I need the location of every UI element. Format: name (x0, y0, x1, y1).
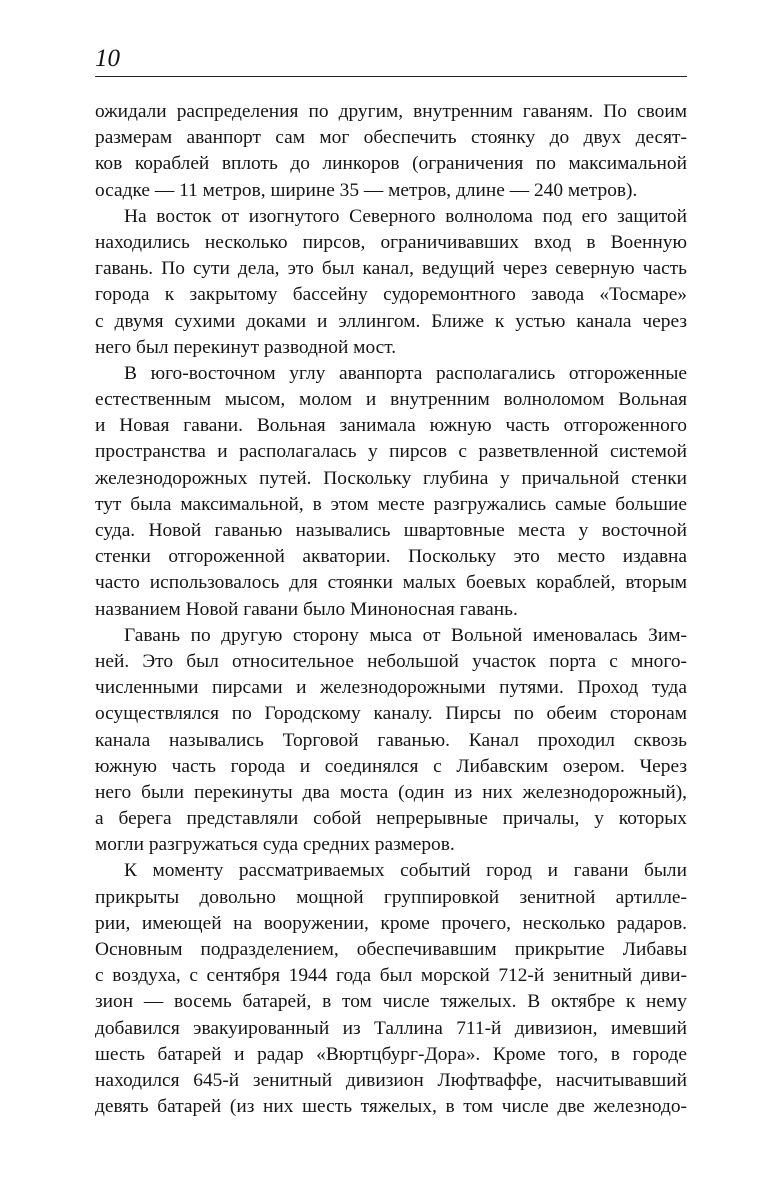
text-line: него были перекинуты два моста (один из них железнодорожный), (95, 781, 687, 803)
text-line: добавился эвакуированный из Таллина 711-й дивизион, имевший (95, 1017, 687, 1039)
body-text (95, 99, 687, 1120)
page-number: 10 (95, 45, 120, 72)
text-line: названием Новой гавани было Миноносная гавань. (95, 598, 518, 620)
text-line: суда. Новой гаванью назывались швартовные места у восточной (95, 520, 687, 541)
text-line: могли разгружаться суда средних размеров. (95, 834, 455, 856)
text-line: В юго-восточном углу аванпорта располагались отгороженные (124, 362, 687, 384)
text-line: а берега представляли собой непрерывные причалы, у которых (95, 808, 687, 830)
text-line: канала назывались Торговой гаванью. Канал проходил сквозь (95, 729, 687, 751)
header-rule (95, 76, 687, 77)
text-line: К моменту рассматриваемых событий город и гавани были (124, 860, 687, 882)
text-line: железнодорожных путей. Поскольку глубина у причальной стенки (95, 467, 687, 489)
text-line: зион — восемь батарей, в том числе тяжелых. В октябре к нему (95, 991, 687, 1013)
text-line: находился 645-й зенитный дивизион Люфтваффе, насчитывавший (95, 1069, 687, 1091)
text-line: ожидали распределения по другим, внутренним гаваням. По своим (95, 101, 687, 122)
text-line: Основным подразделением, обеспечивавшим прикрытие Либавы (95, 939, 687, 960)
text-line: осадке — 11 метров, ширине 35 — метров, длине — 240 метров). (95, 179, 638, 201)
text-line: южную часть города и соединялся с Либавским озером. Через (95, 755, 687, 777)
text-line: тут была максимальной, в этом месте разгружались самые большие (95, 493, 687, 515)
text-line: естественным мысом, молом и внутренним волноломом Вольная (95, 389, 687, 411)
text-line: Гавань по другую сторону мыса от Вольной именовалась Зим- (124, 624, 687, 646)
text-line: На восток от изогнутого Северного волнолома под его защитой (124, 205, 687, 227)
text-line: с воздуха, с сентября 1944 года был морской 712-й зенитный диви- (95, 965, 687, 987)
text-line: гавань. По сути дела, это был канал, ведущий через северную часть (95, 258, 687, 280)
text-line: пространства и располагалась у пирсов с разветвленной системой (95, 441, 687, 463)
text-line: прикрыты довольно мощной группировкой зенитной артилле- (95, 886, 687, 908)
text-line: шесть батарей и радар «Вюртцбург-Дора». Кроме того, в городе (95, 1043, 687, 1065)
text-line: размерам аванпорт сам мог обеспечить стоянку до двух десят- (95, 127, 687, 149)
text-line: с двумя сухими доками и эллингом. Ближе к устью канала через (95, 310, 687, 332)
text-line: ней. Это был относительное небольшой участок порта с много- (95, 650, 687, 672)
text-line: рии, имеющей на вооружении, кроме прочего, несколько радаров. (95, 912, 687, 934)
text-line: находились несколько пирсов, ограничивавших вход в Военную (95, 231, 687, 253)
text-line: стенки отгороженной акватории. Поскольку это место издавна (95, 546, 687, 568)
text-line: ков кораблей вплоть до линкоров (ограничения по максимальной (95, 153, 687, 175)
text-line: часто использовалось для стоянки малых боевых кораблей, вторым (95, 572, 687, 594)
text-line: и Новая гавани. Вольная занимала южную часть отгороженного (95, 415, 687, 437)
text-line: численными пирсами и железнодорожными путями. Проход туда (95, 677, 687, 699)
text-line: города к закрытому бассейну судоремонтного завода «Тосмаре» (95, 284, 687, 306)
text-line: осуществлялся по Городскому каналу. Пирсы по обеим сторонам (95, 703, 687, 725)
text-line: него был перекинут разводной мост. (95, 336, 397, 358)
text-line: девять батарей (из них шесть тяжелых, в том числе две железнодо- (95, 1096, 687, 1118)
